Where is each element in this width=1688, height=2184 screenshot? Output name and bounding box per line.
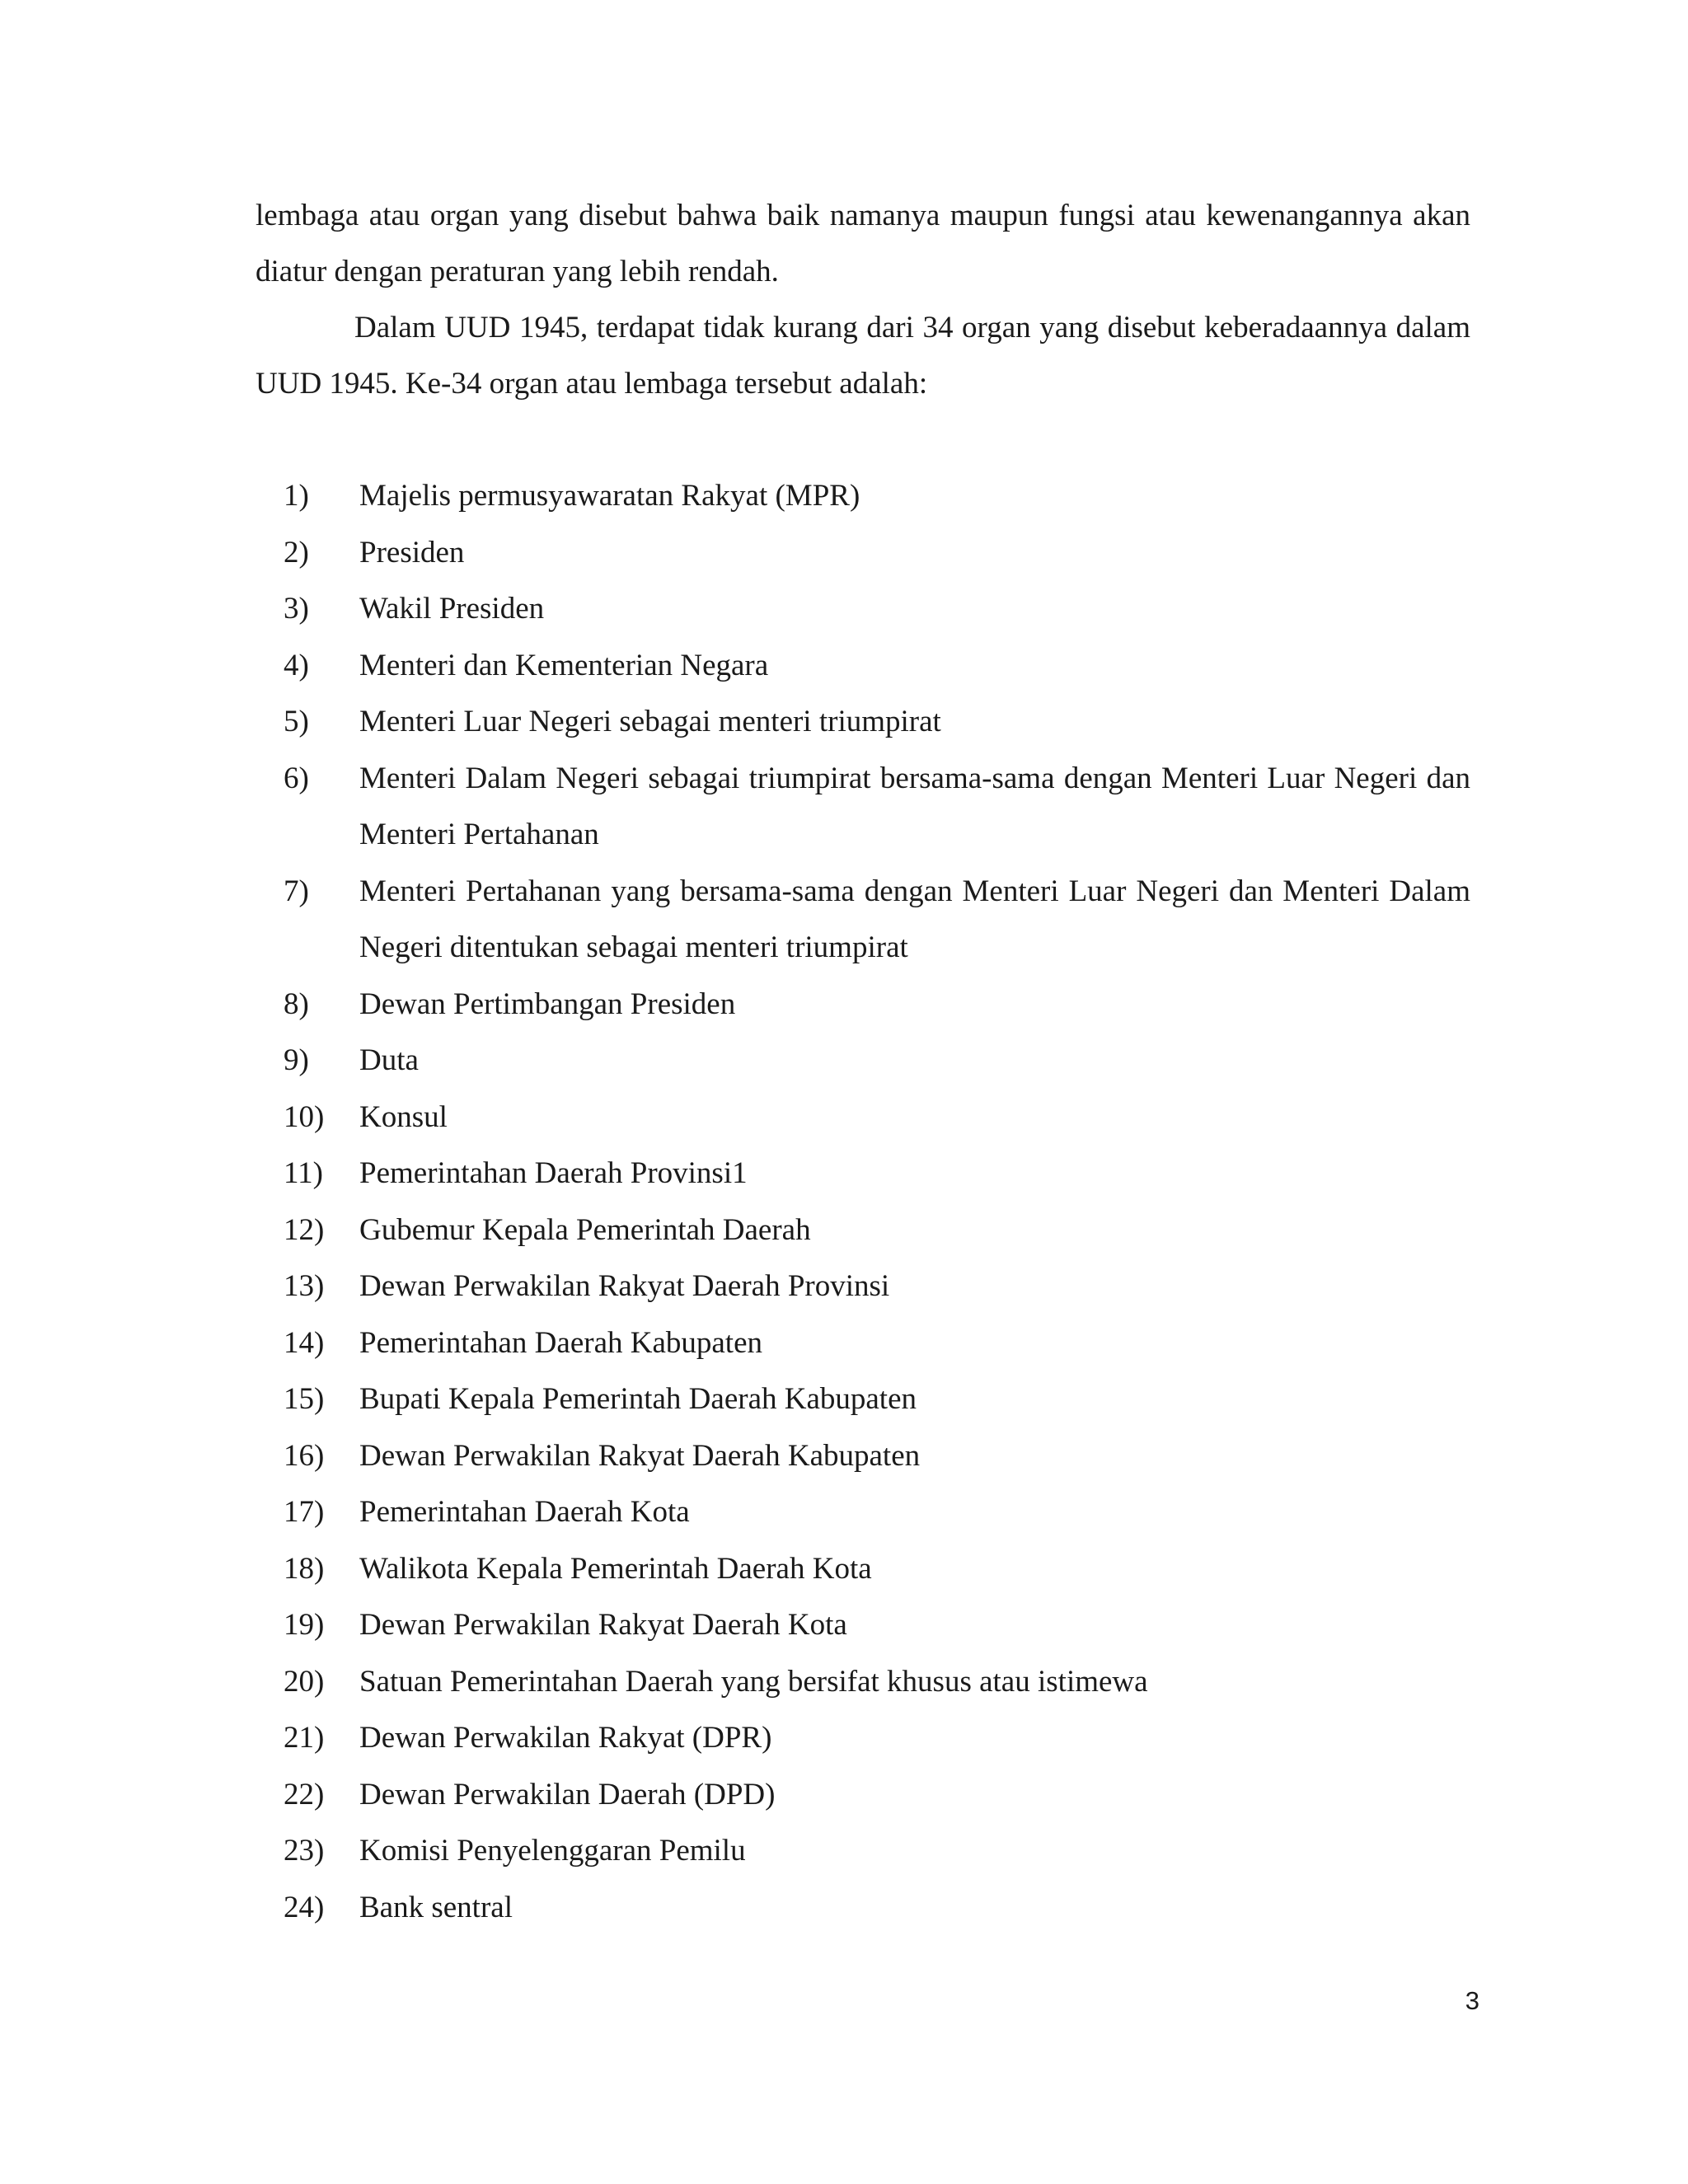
list-item (284, 1823, 1470, 1880)
list-item (284, 638, 1470, 695)
list-item-number: 19) (284, 1608, 325, 1642)
list-item-number: 12) (284, 1212, 325, 1247)
list-item-number: 5) (284, 705, 309, 738)
list-item-number: 6) (284, 761, 309, 795)
list-item-number: 16) (284, 1438, 325, 1473)
list-item (284, 1654, 1470, 1711)
page-body (256, 188, 1470, 1936)
list-item-text: Menteri Pertahanan yang bersama-sama dengan Menteri Luar Negeri dan Menteri Dalam Negeri ditentukan sebagai menteri triumpirat (359, 874, 1470, 964)
list-item-number: 8) (284, 987, 309, 1021)
list-item (284, 468, 1470, 525)
list-item (284, 1597, 1470, 1654)
list-item (284, 581, 1470, 638)
list-item-text: Dewan Perwakilan Daerah (DPD) (359, 1777, 776, 1811)
list-item-text: Menteri Dalam Negeri sebagai triumpirat bersama-sama dengan Menteri Luar Negeri dan Menteri Pertahanan (359, 761, 1470, 851)
list-item-text: Bupati Kepala Pemerintah Daerah Kabupaten (359, 1382, 917, 1416)
list-item (284, 751, 1470, 864)
list-item-text: Presiden (359, 535, 465, 569)
paragraph-intro-list: Dalam UUD 1945, terdapat tidak kurang dari 34 organ yang disebut keberadaannya dalam UUD 1945. Ke-34 organ atau lembaga tersebut adalah: (256, 311, 1470, 401)
list-item (284, 1033, 1470, 1090)
list-item (284, 1202, 1470, 1259)
list-item-text: Dewan Perwakilan Rakyat Daerah Kota (359, 1608, 847, 1642)
list-item-text: Dewan Perwakilan Rakyat Daerah Provinsi (359, 1269, 890, 1303)
list-item (284, 1315, 1470, 1372)
list-item (284, 1767, 1470, 1824)
list-item-number: 24) (284, 1890, 325, 1924)
list-item-text: Gubemur Kepala Pemerintah Daerah (359, 1212, 811, 1247)
list-item (284, 1880, 1470, 1937)
list-item-text: Konsul (359, 1099, 448, 1134)
page-number: 3 (1465, 1986, 1479, 2015)
list-item-text: Pemerintahan Daerah Kota (359, 1495, 690, 1529)
list-item-number: 17) (284, 1495, 325, 1529)
list-item-number: 1) (284, 479, 309, 513)
list-item-text: Dewan Perwakilan Rakyat Daerah Kabupaten (359, 1438, 921, 1473)
list-item (284, 1428, 1470, 1485)
list-item-number: 10) (284, 1099, 325, 1134)
list-item-number: 7) (284, 874, 309, 908)
list-item (284, 1371, 1470, 1428)
list-item (284, 864, 1470, 977)
list-item-number: 11) (284, 1156, 323, 1190)
list-item-number: 23) (284, 1834, 325, 1868)
list-item-text: Dewan Perwakilan Rakyat (DPR) (359, 1721, 772, 1755)
list-item-text: Menteri Luar Negeri sebagai menteri triumpirat (359, 705, 941, 738)
list-item-number: 22) (284, 1777, 325, 1811)
list-item (284, 1710, 1470, 1767)
list-item (284, 1258, 1470, 1315)
list-item (284, 1484, 1470, 1541)
list-item (284, 1090, 1470, 1146)
list-item-number: 4) (284, 648, 309, 682)
organ-list (256, 468, 1470, 1936)
list-item-text: Majelis permusyawaratan Rakyat (MPR) (359, 479, 860, 513)
list-item-number: 20) (284, 1664, 325, 1699)
list-item-text: Pemerintahan Daerah Provinsi1 (359, 1156, 748, 1190)
list-item (284, 525, 1470, 582)
list-item-text: Satuan Pemerintahan Daerah yang bersifat khusus atau istimewa (359, 1664, 1148, 1699)
list-item-text: Duta (359, 1043, 419, 1077)
list-item (284, 977, 1470, 1033)
list-item-text: Walikota Kepala Pemerintah Daerah Kota (359, 1551, 872, 1586)
list-item-number: 3) (284, 592, 309, 626)
list-item-number: 18) (284, 1551, 325, 1586)
list-item-number: 21) (284, 1721, 325, 1755)
list-item-number: 14) (284, 1325, 325, 1360)
list-item-text: Menteri dan Kementerian Negara (359, 648, 769, 682)
list-item-text: Dewan Pertimbangan Presiden (359, 987, 736, 1021)
list-item-number: 2) (284, 535, 309, 569)
list-item-number: 15) (284, 1382, 325, 1416)
list-item (284, 694, 1470, 751)
list-item (284, 1541, 1470, 1598)
list-item-number: 13) (284, 1269, 325, 1303)
list-item-text: Pemerintahan Daerah Kabupaten (359, 1325, 763, 1360)
list-item (284, 1146, 1470, 1202)
list-item-number: 9) (284, 1043, 309, 1077)
paragraph-continuation: lembaga atau organ yang disebut bahwa baik namanya maupun fungsi atau kewenangannya akan diatur dengan peraturan yang lebih rendah. (256, 199, 1470, 288)
list-item-text: Wakil Presiden (359, 592, 545, 626)
list-item-text: Komisi Penyelenggaran Pemilu (359, 1834, 746, 1868)
list-item-text: Bank sentral (359, 1890, 513, 1924)
